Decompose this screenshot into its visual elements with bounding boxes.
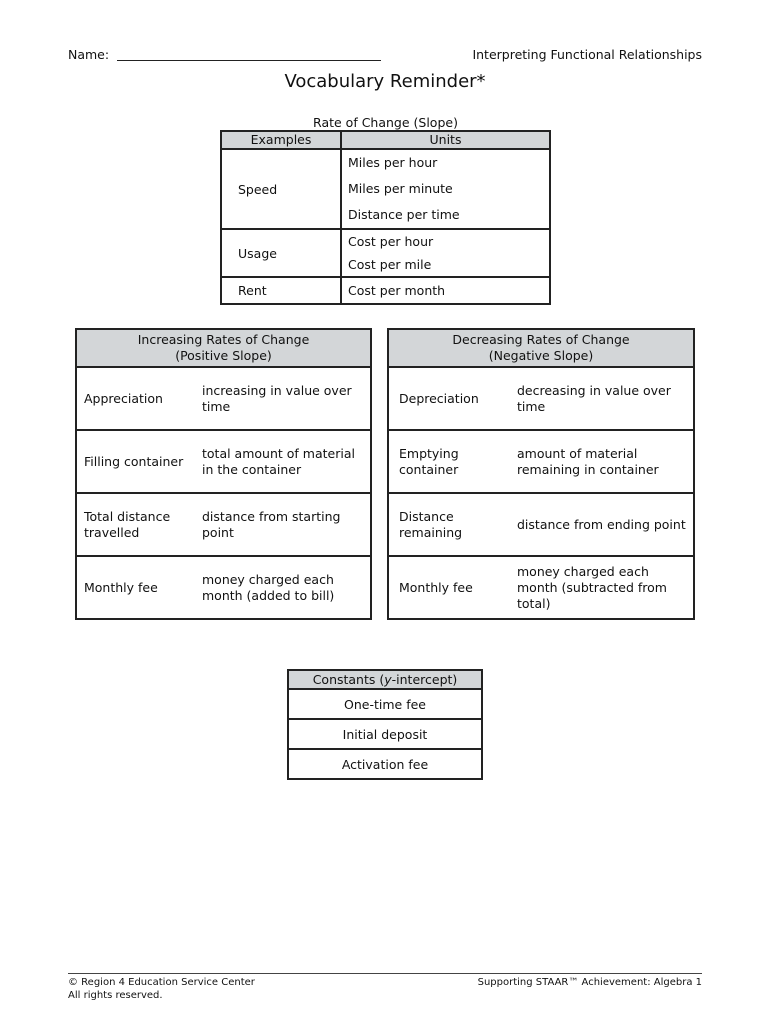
increasing-heading-line2: (Positive Slope): [175, 348, 272, 363]
units-usage: [341, 229, 550, 277]
term-cell: Emptying container: [388, 430, 517, 493]
unit-item: Cost per month: [348, 283, 446, 298]
example-rent: Rent: [221, 277, 341, 304]
description-cell: money charged each month (subtracted from total): [517, 556, 694, 619]
increasing-heading-line1: Increasing Rates of Change: [137, 332, 310, 347]
table-row: [388, 556, 694, 619]
term-cell: Total distance travelled: [76, 493, 202, 556]
table-row: [388, 493, 694, 556]
footer-divider: [68, 973, 702, 974]
description-cell: distance from ending point: [517, 493, 694, 556]
increasing-rates-table: [75, 328, 372, 620]
decreasing-rates-table: [387, 328, 695, 620]
term-cell: Depreciation: [388, 367, 517, 430]
decreasing-heading-line2: (Negative Slope): [488, 348, 594, 363]
description-cell: increasing in value over time: [202, 367, 371, 430]
table-row: [388, 430, 694, 493]
constant-item: Initial deposit: [288, 719, 482, 749]
unit-item: Cost per mile: [348, 257, 432, 272]
term-cell: Filling container: [76, 430, 202, 493]
description-cell: amount of material remaining in container: [517, 430, 694, 493]
example-usage: Usage: [221, 229, 341, 277]
name-blank-line[interactable]: [117, 60, 381, 61]
constants-table: [287, 669, 483, 780]
decreasing-heading-line1: Decreasing Rates of Change: [452, 332, 630, 347]
footer-series: Supporting STAAR™ Achievement: Algebra 1: [477, 977, 702, 988]
table-row: [76, 367, 371, 430]
description-cell: money charged each month (added to bill): [202, 556, 371, 619]
table-row: [76, 493, 371, 556]
table-row: [76, 430, 371, 493]
term-cell: Distance remaining: [388, 493, 517, 556]
increasing-heading: [76, 329, 371, 367]
decreasing-heading: [388, 329, 694, 367]
table-row: [388, 367, 694, 430]
table-row: [76, 556, 371, 619]
term-cell: Monthly fee: [388, 556, 517, 619]
page-title: Vocabulary Reminder*: [284, 71, 486, 92]
units-rent: [341, 277, 550, 304]
footer-copyright: [68, 976, 255, 1002]
topic-header: Interpreting Functional Relationships: [472, 47, 702, 62]
constants-heading-prefix: Constants (: [312, 671, 385, 687]
description-cell: total amount of material in the container: [202, 430, 371, 493]
name-field[interactable]: [68, 47, 381, 62]
term-cell: Appreciation: [76, 367, 202, 430]
constants-heading-variable: y: [384, 671, 392, 687]
unit-item: Cost per hour: [348, 234, 434, 249]
unit-item: Distance per time: [348, 207, 460, 222]
name-label: Name:: [68, 47, 110, 62]
rights-line: All rights reserved.: [68, 990, 163, 1001]
unit-item: Miles per hour: [348, 155, 438, 170]
constant-item: Activation fee: [288, 749, 482, 779]
rate-of-change-table: [220, 130, 551, 305]
units-header: Units: [341, 131, 550, 149]
unit-item: Miles per minute: [348, 181, 453, 196]
term-cell: Monthly fee: [76, 556, 202, 619]
rate-table-caption: Rate of Change (Slope): [313, 115, 458, 130]
example-speed: Speed: [221, 149, 341, 229]
constant-item: One-time fee: [288, 689, 482, 719]
units-speed: [341, 149, 550, 229]
description-cell: distance from starting point: [202, 493, 371, 556]
description-cell: decreasing in value over time: [517, 367, 694, 430]
constants-heading-suffix: -intercept): [391, 671, 458, 687]
constants-heading: [288, 670, 482, 689]
copyright-line: © Region 4 Education Service Center: [68, 977, 255, 988]
examples-header: Examples: [221, 131, 341, 149]
